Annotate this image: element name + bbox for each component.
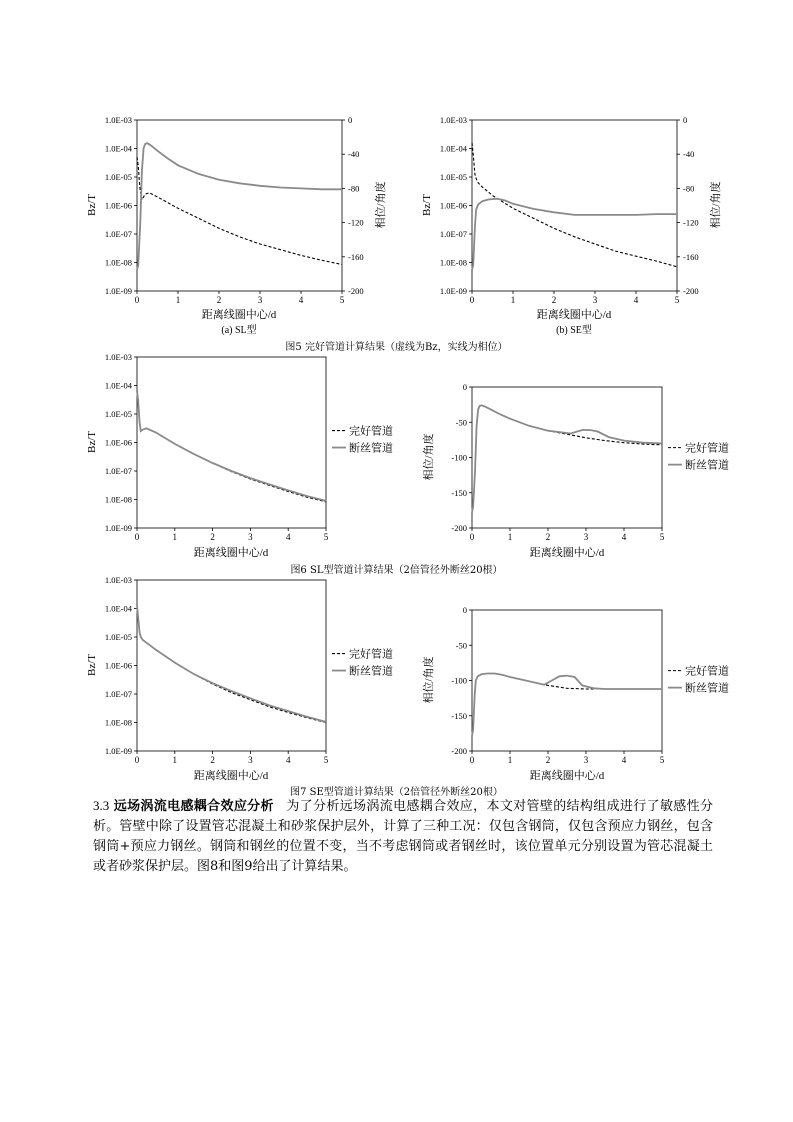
x-tick-label: 3 bbox=[592, 295, 598, 305]
y-tick-label: -100 bbox=[451, 675, 467, 686]
legend-label: 完好管道 bbox=[685, 442, 729, 455]
y-tick-label: 1.0E-08 bbox=[104, 257, 132, 268]
y-tick-label: 1.0E-03 bbox=[104, 352, 132, 362]
y-tick-label: 1.0E-08 bbox=[104, 717, 132, 728]
x-tick-label: 4 bbox=[285, 755, 291, 765]
y-tick-label: 1.0E-05 bbox=[104, 409, 132, 419]
x-tick-label: 3 bbox=[583, 532, 589, 542]
x-tick-label: 0 bbox=[469, 295, 475, 305]
y-tick-label: 1.0E-04 bbox=[104, 603, 132, 614]
x-axis-label: 距离线圈中心/d bbox=[201, 309, 277, 321]
y2-axis-label: 相位/角度 bbox=[710, 181, 722, 229]
series-line-solid bbox=[472, 674, 662, 736]
y-tick-label: 1.0E-05 bbox=[439, 172, 467, 182]
y-tick-label: 1.0E-07 bbox=[104, 689, 132, 699]
y2-tick-label: -80 bbox=[683, 183, 695, 194]
y-axis-label: Bz/T bbox=[86, 431, 98, 453]
y-tick-label: 0 bbox=[462, 382, 467, 392]
y2-tick-label: -40 bbox=[683, 149, 695, 160]
y2-tick-label: -120 bbox=[348, 217, 364, 228]
x-axis-label: 距离线圈中心/d bbox=[529, 547, 605, 559]
y2-tick-label: -80 bbox=[348, 183, 360, 194]
figure-5-caption: 图5 完好管道计算结果（虚线为Bz，实线为相位） bbox=[285, 342, 508, 353]
x-tick-label: 3 bbox=[583, 755, 589, 765]
x-tick-label: 3 bbox=[248, 755, 253, 765]
y-tick-label: 1.0E-07 bbox=[104, 229, 132, 239]
y-tick-label: 1.0E-04 bbox=[104, 143, 132, 154]
y-tick-label: 1.0E-05 bbox=[104, 172, 132, 182]
y2-tick-label: 0 bbox=[683, 115, 688, 125]
y-tick-label: 1.0E-09 bbox=[104, 523, 132, 533]
legend-label: 完好管道 bbox=[685, 665, 729, 678]
x-axis-label: 距离线圈中心/d bbox=[529, 770, 605, 782]
x-tick-label: 4 bbox=[633, 295, 639, 305]
y-tick-label: 1.0E-05 bbox=[104, 632, 132, 642]
y2-tick-label: -160 bbox=[348, 251, 364, 262]
x-tick-label: 0 bbox=[134, 755, 140, 765]
y-tick-label: 1.0E-03 bbox=[104, 575, 132, 585]
y-tick-label: -200 bbox=[451, 523, 467, 533]
y-axis-label: 相位/角度 bbox=[423, 656, 435, 704]
y2-tick-label: -200 bbox=[683, 286, 699, 296]
x-tick-label: 1 bbox=[172, 532, 178, 542]
x-tick-label: 2 bbox=[545, 755, 551, 765]
x-tick-label: 2 bbox=[545, 532, 551, 542]
section-body: 为了分析远场涡流电感耦合效应，本文对管壁的结构组成进行了敏感性分析。管壁中除了设置管芯混凝土和砂浆保护层外，计算了三种工况：仅包含钢筒，仅包含预应力钢丝，包含钢筒+预应力钢丝。钢筒和钢丝的位置不变，当不考虑钢筒或者钢丝时，该位置单元分别设置为管芯混凝土或者砂浆保护层。图8和图9给出了计算结果。 bbox=[93, 799, 713, 874]
legend-label: 断丝管道 bbox=[685, 459, 729, 472]
figure-6-caption: 图6 SL型管道计算结果（2倍管径外断丝20根） bbox=[290, 565, 503, 576]
x-tick-label: 2 bbox=[551, 295, 557, 305]
chart-subtitle: (b) SE型 bbox=[556, 325, 592, 336]
figure-7-caption: 图7 SE型管道计算结果（2倍管径外断丝20根） bbox=[290, 787, 503, 798]
x-tick-label: 5 bbox=[339, 295, 345, 305]
x-axis-label: 距离线圈中心/d bbox=[193, 547, 269, 559]
legend-label: 断丝管道 bbox=[685, 682, 729, 695]
x-tick-label: 5 bbox=[323, 532, 329, 542]
y2-tick-label: -40 bbox=[348, 149, 360, 160]
y-tick-label: 1.0E-04 bbox=[104, 380, 132, 391]
y-tick-label: -150 bbox=[451, 487, 467, 498]
y-axis-label: Bz/T bbox=[86, 194, 98, 216]
y-tick-label: -100 bbox=[451, 452, 467, 463]
section-heading: 远场涡流电感耦合效应分析 bbox=[113, 799, 274, 814]
x-tick-label: 0 bbox=[134, 532, 140, 542]
y-tick-label: 1.0E-09 bbox=[439, 286, 467, 296]
y-tick-label: 1.0E-06 bbox=[439, 200, 467, 211]
x-tick-label: 4 bbox=[621, 755, 627, 765]
x-tick-label: 0 bbox=[134, 295, 140, 305]
y-axis-label: Bz/T bbox=[421, 194, 433, 216]
x-tick-label: 1 bbox=[175, 295, 181, 305]
x-tick-label: 1 bbox=[507, 755, 513, 765]
x-axis-label: 距离线圈中心/d bbox=[536, 309, 612, 321]
x-tick-label: 0 bbox=[469, 755, 475, 765]
y-tick-label: 1.0E-07 bbox=[104, 466, 132, 476]
y2-tick-label: -200 bbox=[348, 286, 364, 296]
plot-frame bbox=[472, 610, 662, 751]
y2-tick-label: -120 bbox=[683, 217, 699, 228]
y-tick-label: 1.0E-08 bbox=[439, 257, 467, 268]
y-axis-label: 相位/角度 bbox=[423, 433, 435, 481]
x-tick-label: 1 bbox=[510, 295, 516, 305]
y-tick-label: 1.0E-09 bbox=[104, 746, 132, 756]
x-axis-label: 距离线圈中心/d bbox=[193, 770, 269, 782]
x-tick-label: 4 bbox=[621, 532, 627, 542]
x-tick-label: 5 bbox=[674, 295, 680, 305]
series-line-dashed bbox=[472, 674, 662, 736]
x-tick-label: 4 bbox=[285, 532, 291, 542]
legend-label: 断丝管道 bbox=[349, 442, 393, 455]
y-tick-label: 1.0E-06 bbox=[104, 437, 132, 448]
y-tick-label: -50 bbox=[455, 640, 467, 651]
legend-label: 完好管道 bbox=[349, 425, 393, 438]
y-tick-label: 1.0E-09 bbox=[104, 286, 132, 296]
x-tick-label: 1 bbox=[507, 532, 513, 542]
x-tick-label: 1 bbox=[172, 755, 178, 765]
y-tick-label: -200 bbox=[451, 746, 467, 756]
y-tick-label: 1.0E-06 bbox=[104, 660, 132, 671]
y2-axis-label: 相位/角度 bbox=[375, 181, 387, 229]
y-tick-label: 0 bbox=[462, 605, 467, 615]
x-tick-label: 5 bbox=[659, 532, 665, 542]
y-tick-label: 1.0E-08 bbox=[104, 494, 132, 505]
y-tick-label: 1.0E-07 bbox=[439, 229, 467, 239]
x-tick-label: 4 bbox=[298, 295, 304, 305]
x-tick-label: 3 bbox=[257, 295, 263, 305]
x-tick-label: 2 bbox=[210, 755, 215, 765]
section-number: 3.3 bbox=[93, 798, 110, 813]
y-axis-label: Bz/T bbox=[86, 654, 98, 676]
y2-tick-label: -160 bbox=[683, 251, 699, 262]
y-tick-label: -50 bbox=[455, 417, 467, 428]
y-tick-label: 1.0E-03 bbox=[439, 115, 467, 125]
y-tick-label: -150 bbox=[451, 710, 467, 721]
legend-label: 断丝管道 bbox=[349, 665, 393, 678]
y2-tick-label: 0 bbox=[348, 115, 353, 125]
y-tick-label: 1.0E-04 bbox=[439, 143, 467, 154]
section-3-3 bbox=[93, 796, 713, 877]
x-tick-label: 2 bbox=[210, 532, 215, 542]
x-tick-label: 3 bbox=[248, 532, 253, 542]
chart-subtitle: (a) SL型 bbox=[221, 325, 257, 336]
x-tick-label: 0 bbox=[469, 532, 475, 542]
legend-label: 完好管道 bbox=[349, 648, 393, 661]
x-tick-label: 5 bbox=[659, 755, 665, 765]
x-tick-label: 2 bbox=[216, 295, 222, 305]
y-tick-label: 1.0E-03 bbox=[104, 115, 132, 125]
x-tick-label: 5 bbox=[323, 755, 329, 765]
y-tick-label: 1.0E-06 bbox=[104, 200, 132, 211]
